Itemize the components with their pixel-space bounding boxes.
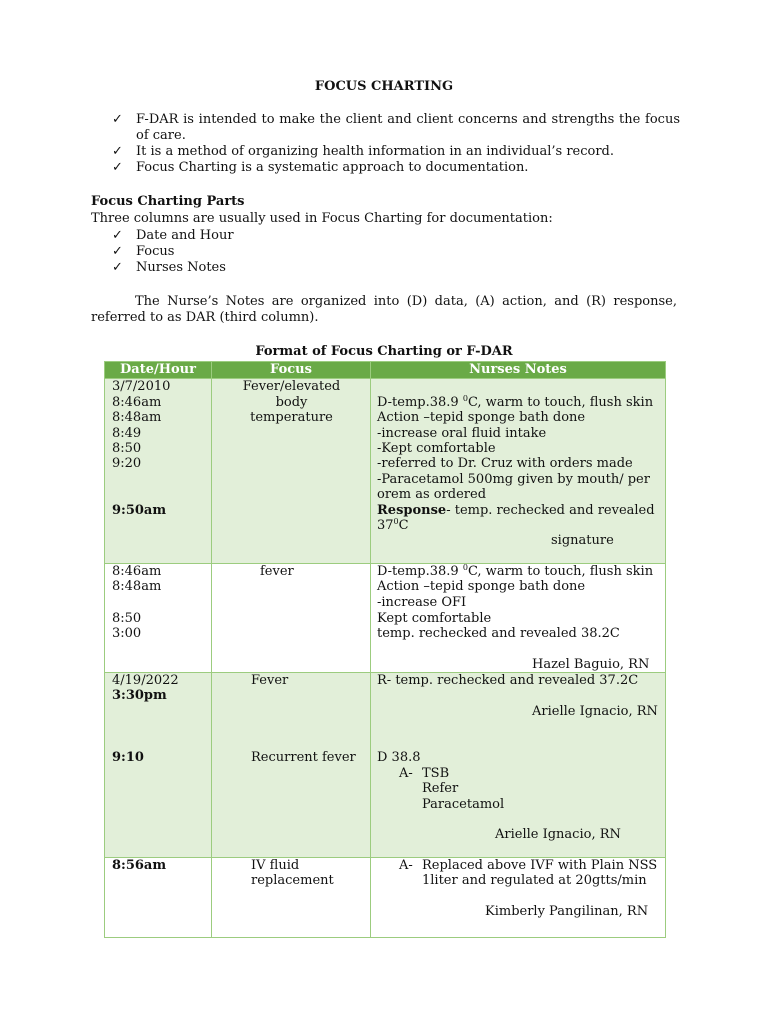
intro-list (112, 112, 680, 176)
signature: signature (551, 533, 614, 548)
list-item: ✓ Nurses Notes (112, 260, 226, 275)
focus-cell: Fever/elevated body temperature (212, 379, 371, 564)
focus-cell: fever (212, 564, 371, 673)
signature: Arielle Ignacio, RN (495, 827, 621, 842)
notes-cell: R- temp. rechecked and revealed 37.2C Arielle Ignacio, RN D 38.8 A- TSB Refer Paracetamol Arielle Ignacio, RN (371, 673, 666, 858)
list-item: ✓ F-DAR is intended to make the client and client concerns and strengths the focus of care. (112, 112, 680, 143)
table-row (105, 673, 666, 858)
section-heading: Focus Charting Parts (91, 194, 245, 209)
signature: Arielle Ignacio, RN (532, 704, 658, 719)
table-caption: Format of Focus Charting or F-DAR (255, 344, 513, 359)
page-title: FOCUS CHARTING (314, 79, 454, 94)
list-item: ✓ It is a method of organizing health information in an individual’s record. (112, 144, 615, 159)
date-cell: 3/7/2010 8:46am 8:48am 8:49 8:50 9:20 9:50am (105, 379, 212, 564)
table-row (105, 858, 666, 938)
table-header-row (105, 362, 666, 379)
notes-cell: D-temp.38.9 $^0$C, warm to touch, flush skin Action –tepid sponge bath done -increase OFI Kept comfortable temp. rechecked and revealed 38.2C Hazel Baguio, RN (371, 564, 666, 673)
list-item: ✓ Focus (112, 244, 175, 259)
notes-cell: A- Replaced above IVF with Plain NSS 1liter and regulated at 20gtts/min Kimberly Pangilinan, RN (371, 858, 666, 938)
list-item: ✓ Date and Hour (112, 228, 234, 243)
date-cell: 8:56am (105, 858, 212, 938)
check-icon: ✓ (112, 144, 123, 159)
header-nurses-notes: Nurses Notes (371, 362, 666, 379)
check-icon: ✓ (112, 244, 123, 259)
dar-paragraph: The Nurse’s Notes are organized into (D) data, (A) action, and (R) response, referred to as DAR (third column). (91, 294, 677, 325)
parts-list (112, 228, 412, 276)
signature: Hazel Baguio, RN (532, 657, 650, 672)
signature: Kimberly Pangilinan, RN (485, 904, 649, 919)
table-row (105, 379, 666, 564)
check-icon: ✓ (112, 160, 123, 175)
check-icon: ✓ (112, 228, 123, 243)
date-cell: 4/19/2022 3:30pm 9:10 (105, 673, 212, 858)
focus-cell: IV fluid replacement (212, 858, 371, 938)
header-date-hour: Date/Hour (105, 362, 212, 379)
notes-cell: D-temp.38.9 $^0$C, warm to touch, flush skin Action –tepid sponge bath done -increase oral fluid intake -Kept comfortable -referred to Dr. Cruz with orders made -Paracetamol 500mg given by mouth/ per orem as ordered Response- temp. rechecked and revealed $37^0C$ signature (371, 379, 666, 564)
focus-cell: Fever Recurrent fever (212, 673, 371, 858)
table-row (105, 564, 666, 673)
check-icon: ✓ (112, 112, 123, 127)
date-cell: 8:46am 8:48am 8:50 3:00 (105, 564, 212, 673)
check-icon: ✓ (112, 260, 123, 275)
fdar-table (104, 361, 666, 938)
header-focus: Focus (212, 362, 371, 379)
list-item: ✓ Focus Charting is a systematic approach to documentation. (112, 160, 529, 175)
section-text: Three columns are usually used in Focus Charting for documentation: (91, 211, 553, 226)
